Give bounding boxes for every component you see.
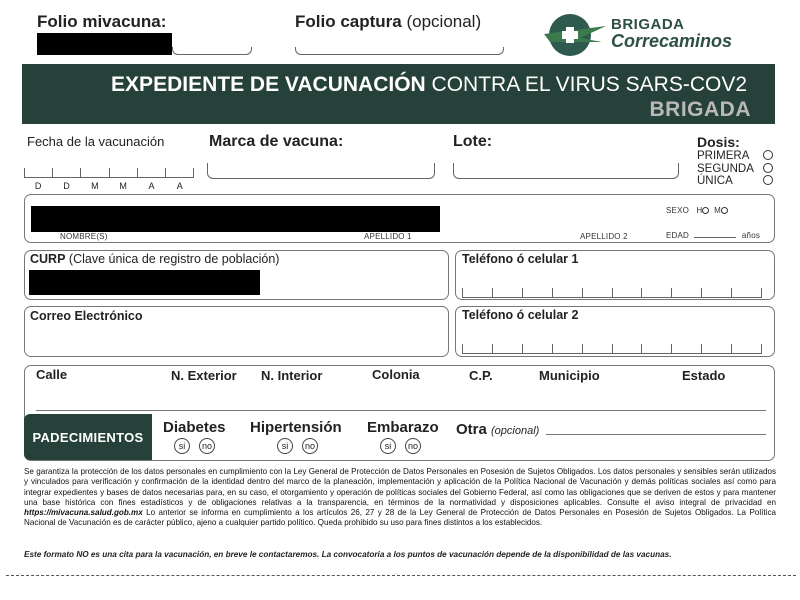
diabetes-options xyxy=(174,438,215,454)
diabetes-si[interactable]: si xyxy=(174,438,190,454)
dose-unica-radio[interactable] xyxy=(763,175,773,185)
pregnancy-label: Embarazo xyxy=(367,419,439,436)
privacy-legal-text: Se garantiza la protección de los datos personales en cumplimiento con la Ley General de Protección de Datos Personales en Posesión de Sujetos Obligados. Los datos personales y sensibles serán utilizados y vinculados para verificación y confirmación de la identidad dentro del marco de la planeación, implementación y aplicación de la Política Nacional de Vacunación y demás políticas sociales así como para integrar expedientes y bases de datos necesarias para, en su caso, el otorgamiento y operación de políticas sociales del Gobierno Federal, así como las obligaciones que se deriven de estos y para mantener una base histórica con fines estadísticos y de obligaciones relativas a la transparencia, en términos de la normatividad y disposiciones aplicables. Consulte el aviso integral de privacidad en https://mivacuna.salud.gob.mx Lo anterior se informa en cumplimiento a los artículos 26, 27 y 28 de la Ley General de Protección de Datos Personales en Posesión de Sujetos Obligados. La Política Nacional de Vacunación es de carácter público, ajeno a cualquier partido político. Queda prohibido su uso para fines distintos a los establecidos. xyxy=(24,467,776,528)
address-int-label: N. Interior xyxy=(261,368,323,383)
diabetes-label: Diabetes xyxy=(163,419,226,436)
pregnancy-si[interactable]: si xyxy=(380,438,396,454)
phone2-field[interactable] xyxy=(462,344,762,354)
form-subtitle: BRIGADA xyxy=(649,98,751,121)
other-field[interactable] xyxy=(546,434,766,435)
hypertension-options xyxy=(277,438,318,454)
address-colonia-label: Colonia xyxy=(372,367,420,382)
brand-field[interactable] xyxy=(207,163,435,179)
pregnancy-no[interactable]: no xyxy=(405,438,421,454)
curp-redacted[interactable] xyxy=(29,270,260,295)
hypertension-label: Hipertensión xyxy=(250,419,342,436)
other-label: Otra (opcional) xyxy=(456,421,540,438)
brigada-logo xyxy=(540,12,610,63)
address-cp-label: C.P. xyxy=(469,368,493,383)
dose-segunda[interactable]: SEGUNDA xyxy=(697,163,754,176)
folio-mivacuna-label: Folio mivacuna: xyxy=(37,12,167,31)
name-redacted[interactable] xyxy=(31,206,440,232)
folio-captura-field[interactable] xyxy=(295,47,504,55)
dose-primera[interactable]: PRIMERA xyxy=(697,150,754,163)
hypertension-no[interactable]: no xyxy=(302,438,318,454)
hypertension-si[interactable]: si xyxy=(277,438,293,454)
form-title: EXPEDIENTE DE VACUNACIÓN CONTRA EL VIRUS SARS-COV2 xyxy=(111,73,747,96)
sex-h-radio[interactable] xyxy=(702,207,709,214)
title-banner xyxy=(22,64,775,124)
address-ext-label: N. Exterior xyxy=(171,368,237,383)
cut-line xyxy=(6,575,796,576)
date-format: D D M M A A xyxy=(34,181,183,191)
lot-field[interactable] xyxy=(453,163,679,179)
folio-captura-label: Folio captura (opcional) xyxy=(295,12,482,31)
folio-mivacuna-field[interactable] xyxy=(172,47,252,55)
dose-unica[interactable]: ÚNICA xyxy=(697,175,754,188)
email-label: Correo Electrónico xyxy=(30,309,143,323)
date-field[interactable] xyxy=(24,168,194,178)
lot-label: Lote: xyxy=(453,133,493,150)
address-field-line[interactable] xyxy=(36,410,766,411)
brand-label: Marca de vacuna: xyxy=(209,133,344,150)
curp-label: CURP (Clave única de registro de población) xyxy=(30,252,280,266)
logo-text-correcaminos: Correcaminos xyxy=(611,31,733,51)
address-estado-label: Estado xyxy=(682,368,726,383)
address-municipio-label: Municipio xyxy=(539,368,600,383)
dose-primera-radio[interactable] xyxy=(763,150,773,160)
sex-field: SEXO H M xyxy=(666,206,728,215)
age-field: EDAD años xyxy=(666,231,761,240)
address-street-label: Calle xyxy=(36,367,68,382)
padecimientos-header: PADECIMIENTOS xyxy=(24,414,152,460)
age-input[interactable] xyxy=(694,237,736,238)
doses-options xyxy=(697,150,754,188)
sex-m-radio[interactable] xyxy=(721,207,728,214)
dose-segunda-radio[interactable] xyxy=(763,163,773,173)
surname1-label: APELLIDO 1 xyxy=(364,232,412,241)
doses-label: Dosis: xyxy=(697,134,740,150)
diabetes-no[interactable]: no xyxy=(199,438,215,454)
phone1-field[interactable] xyxy=(462,288,762,298)
appointment-notice: Este formato NO es una cita para la vacunación, en breve le contactaremos. La convocatoria a los puntos de vacunación depende de la disponibilidad de las vacunas. xyxy=(24,550,672,559)
phone2-label: Teléfono ó celular 2 xyxy=(462,308,579,322)
privacy-url-link[interactable]: https://mivacuna.salud.gob.mx xyxy=(24,508,143,518)
logo-text-brigada: BRIGADA xyxy=(611,16,685,33)
folio-mivacuna-redacted xyxy=(37,33,172,55)
pregnancy-options xyxy=(380,438,421,454)
date-label: Fecha de la vacunación xyxy=(27,134,165,149)
phone1-label: Teléfono ó celular 1 xyxy=(462,252,579,266)
name-label: NOMBRE(S) xyxy=(60,232,108,241)
surname2-label: APELLIDO 2 xyxy=(580,232,628,241)
